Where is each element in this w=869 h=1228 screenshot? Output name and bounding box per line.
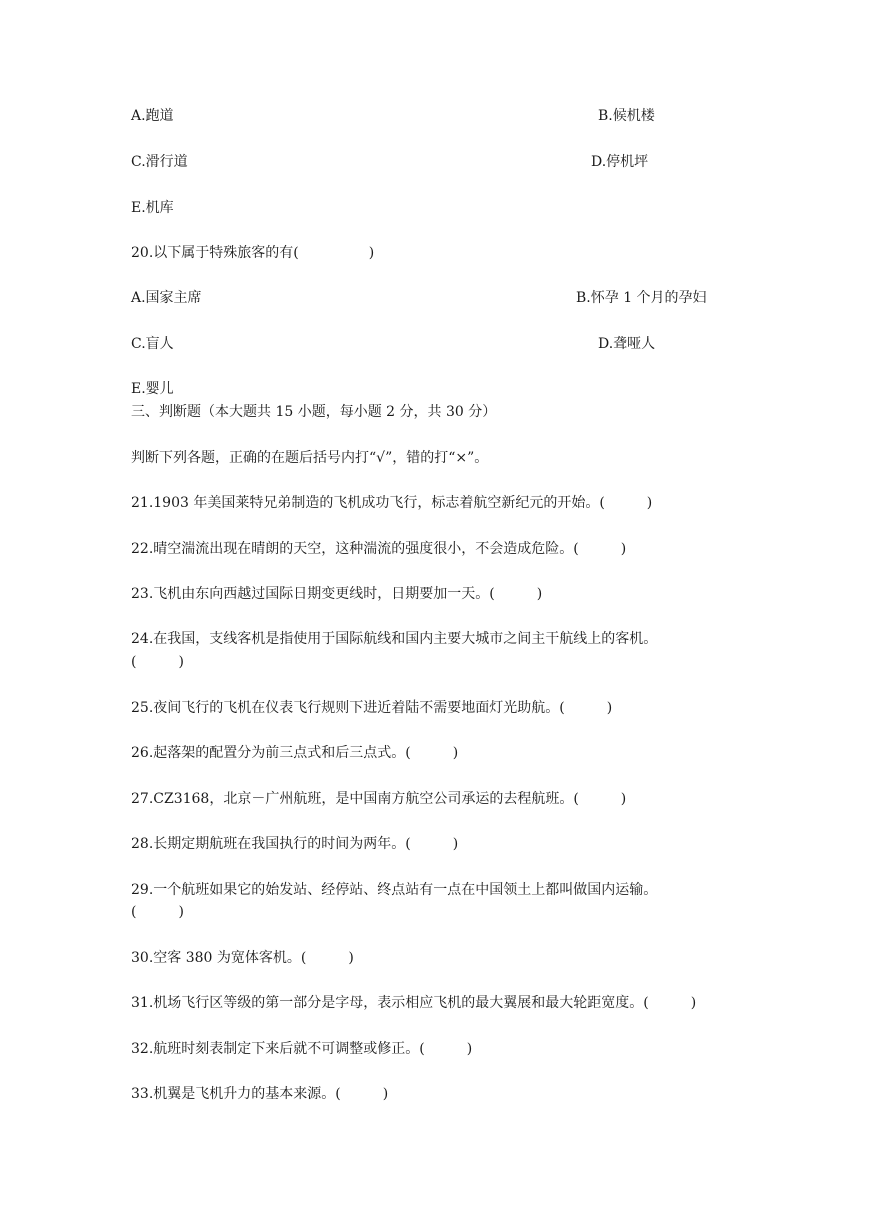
question-23: 23.飞机由东向西越过国际日期变更线时，日期要加一天。( ): [131, 586, 543, 602]
question-25: 25.夜间飞行的飞机在仪表飞行规则下进近着陆不需要地面灯光助航。( ): [131, 700, 613, 716]
q19-option-c: C.滑行道: [131, 154, 188, 170]
question-32: 32.航班时刻表制定下来后就不可调整或修正。( ): [131, 1041, 473, 1057]
q20-option-b: B.怀孕 1 个月的孕妇: [576, 290, 707, 306]
question-33: 33.机翼是飞机升力的基本来源。( ): [131, 1086, 389, 1102]
q19-option-d: D.停机坪: [591, 154, 649, 170]
q19-option-a: A.跑道: [131, 108, 174, 124]
question-24-line-1: 24.在我国，支线客机是指使用于国际航线和国内主要大城市之间主干航线上的客机。: [131, 631, 658, 647]
section-3-instruction: 判断下列各题，正确的在题后括号内打“√”，错的打“×”。: [131, 450, 489, 466]
question-24-line-2: ( ): [131, 654, 184, 670]
q20-option-a: A.国家主席: [131, 290, 202, 306]
q20-option-d: D.聋哑人: [598, 336, 656, 352]
q20-stem: 20.以下属于特殊旅客的有( ): [131, 245, 375, 261]
q20-option-e: E.婴儿: [131, 381, 174, 397]
question-21: 21.1903 年美国莱特兄弟制造的飞机成功飞行，标志着航空新纪元的开始。( ): [131, 495, 653, 511]
section-3-heading: 三、判断题（本大题共 15 小题，每小题 2 分，共 30 分）: [131, 404, 497, 420]
question-22: 22.晴空湍流出现在晴朗的天空，这种湍流的强度很小，不会造成危险。( ): [131, 541, 627, 557]
q20-option-c: C.盲人: [131, 336, 174, 352]
q19-option-e: E.机库: [131, 200, 174, 216]
question-30: 30.空客 380 为宽体客机。( ): [131, 950, 354, 966]
q19-option-b: B.候机楼: [598, 108, 655, 124]
question-29-line-1: 29.一个航班如果它的始发站、经停站、终点站有一点在中国领土上都叫做国内运输。: [131, 882, 658, 898]
question-29-line-2: ( ): [131, 904, 184, 920]
question-31: 31.机场飞行区等级的第一部分是字母，表示相应飞机的最大翼展和最大轮距宽度。( ): [131, 995, 697, 1011]
question-28: 28.长期定期航班在我国执行的时间为两年。( ): [131, 836, 459, 852]
question-26: 26.起落架的配置分为前三点式和后三点式。( ): [131, 745, 459, 761]
question-27: 27.CZ3168，北京－广州航班，是中国南方航空公司承运的去程航班。( ): [131, 791, 627, 807]
